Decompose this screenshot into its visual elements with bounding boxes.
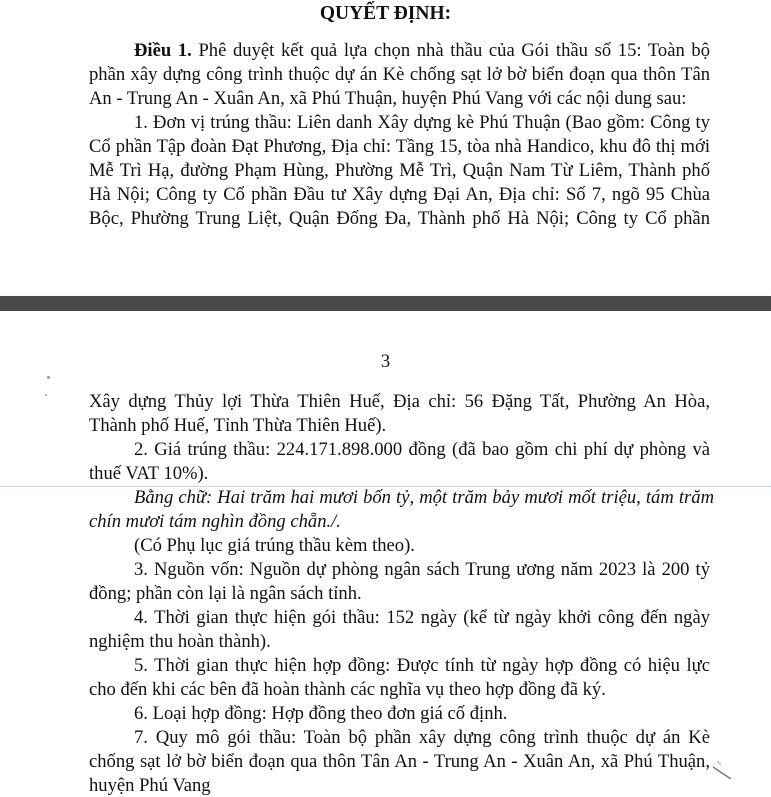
scan-speck — [45, 394, 47, 396]
page-number: 3 — [380, 351, 391, 372]
article-1-line-1: Điều 1. Phê duyệt kết quả lựa chọn nhà thầu của Gói thầu số 15: Toàn bộ — [134, 40, 710, 61]
text-line: 1. Đơn vị trúng thầu: Liên danh Xây dựng kè Phú Thuận (Bao gồm: Công ty — [134, 112, 710, 133]
text-line: An - Trung An - Xuân An, xã Phú Thuận, huyện Phú Vang với các nội dung sau: — [89, 88, 687, 109]
text-line: huyện Phú Vang — [89, 775, 211, 796]
text-line: Thành phố Huế, Tỉnh Thừa Thiên Huế). — [89, 415, 387, 436]
text-line: cho đến khi các bên đã hoàn thành các nghĩa vụ theo hợp đồng đã ký. — [89, 679, 606, 700]
page-divider — [0, 296, 771, 311]
document-page-3-top — [0, 311, 771, 796]
text-line: Xây dựng Thủy lợi Thừa Thiên Huế, Địa chỉ: 56 Đặng Tất, Phường An Hòa, — [89, 391, 710, 412]
document-page-2-bottom — [0, 0, 771, 296]
page-curl-mark-icon — [711, 755, 771, 779]
text-line: (Có Phụ lục giá trúng thầu kèm theo). — [134, 535, 415, 556]
article-label: Điều 1. — [134, 40, 192, 61]
scan-speck — [47, 376, 50, 379]
text-line: Cổ phần Tập đoàn Đạt Phương, Địa chỉ: Tầng 15, tòa nhà Handico, khu đô thị mới — [89, 136, 710, 157]
text-line: nghiệm thu hoàn thành). — [89, 631, 271, 652]
text-line: Hà Nội; Công ty Cổ phần Đầu tư Xây dựng Đại An, Địa chỉ: Số 7, ngõ 95 Chùa — [89, 184, 710, 205]
text-line: Bộc, Phường Trung Liệt, Quận Đống Đa, Thành phố Hà Nội; Công ty Cổ phần — [89, 208, 710, 229]
text-line: đồng; phần còn lại là ngân sách tỉnh. — [89, 583, 362, 604]
text-line: chống sạt lở bờ biển đoạn qua thôn Tân An - Trung An - Xuân An, xã Phú Thuận, — [89, 751, 710, 772]
text-line: 7. Quy mô gói thầu: Toàn bộ phần xây dựng công trình thuộc dự án Kè — [134, 727, 710, 748]
text-line: 6. Loại hợp đồng: Hợp đồng theo đơn giá cố định. — [134, 703, 508, 724]
amount-in-words-line: Bằng chữ: Hai trăm hai mươi bốn tỷ, một trăm bảy mươi mốt triệu, tám trăm — [134, 487, 714, 508]
text-line: thuế VAT 10%). — [89, 463, 209, 484]
text-line: 4. Thời gian thực hiện gói thầu: 152 ngày (kể từ ngày khởi công đến ngày — [134, 607, 710, 628]
text-line: 3. Nguồn vốn: Nguồn dự phòng ngân sách Trung ương năm 2023 là 200 tỷ — [134, 559, 710, 580]
scan-guide-line — [0, 486, 771, 487]
text-line: phần xây dựng công trình thuộc dự án Kè chống sạt lở bờ biển đoạn qua thôn Tân — [89, 64, 710, 85]
decision-heading: QUYẾT ĐỊNH: — [319, 3, 452, 24]
text-line: 2. Giá trúng thầu: 224.171.898.000 đồng (đã bao gồm chi phí dự phòng và — [134, 439, 710, 460]
text-line: Mễ Trì Hạ, đường Phạm Hùng, Phường Mễ Trì, Quận Nam Từ Liêm, Thành phố — [89, 160, 710, 181]
text-line: 5. Thời gian thực hiện hợp đồng: Được tính từ ngày hợp đồng có hiệu lực — [134, 655, 710, 676]
amount-in-words-line: chín mươi tám nghìn đồng chẵn./. — [89, 511, 341, 532]
